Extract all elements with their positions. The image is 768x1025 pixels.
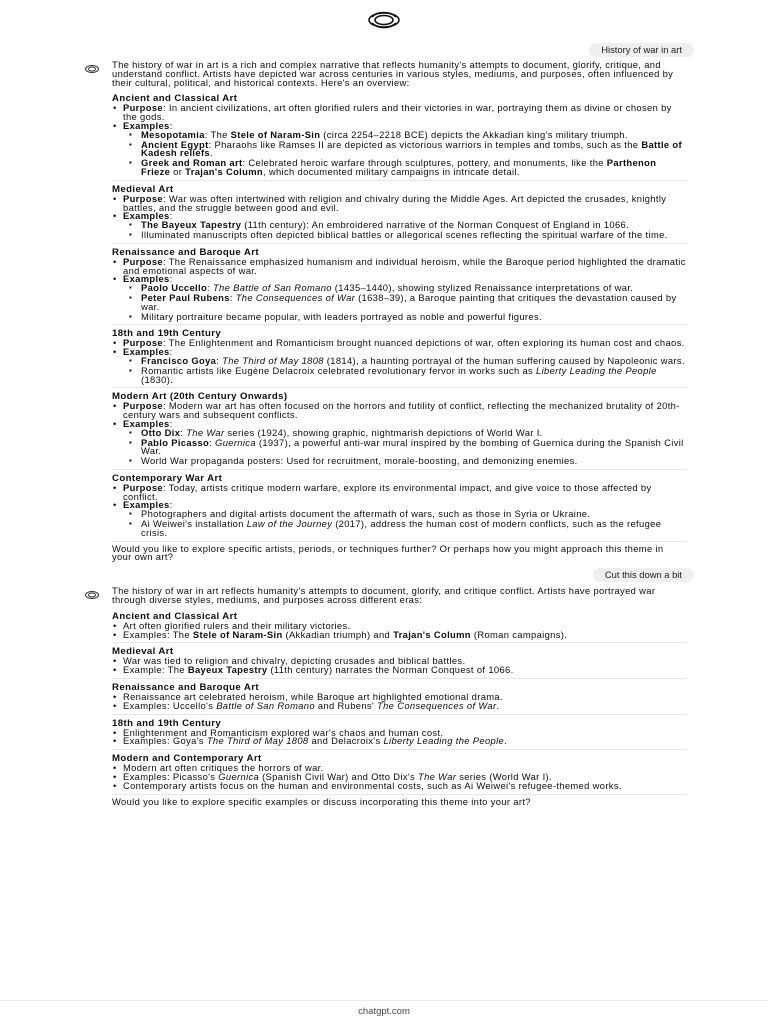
top-bar [0, 0, 768, 40]
sub-list-item: ▪ Military portraiture became popular, with leaders portrayed as noble and powerful figures. [123, 313, 686, 322]
sub-list-item: ▪ Ancient Egypt: Pharaohs like Ramses II are depicted as victorious warriors in temples and tombs, such as the Battle of Kadesh reliefs. [123, 141, 686, 159]
divider [112, 749, 686, 750]
section-title: Modern Art (20th Century Onwards) [112, 391, 288, 403]
user-message-bubble: Cut this down a bit [593, 568, 694, 582]
answer-closing: Would you like to explore specific artists, periods, or techniques further? Or perhaps how you might approach this theme in your own art? [112, 542, 664, 563]
sub-list-item: ▪ Photographers and digital artists document the aftermath of wars, such as those in Syria or Ukraine. [123, 510, 686, 519]
list-item: • Contemporary artists focus on the human and environmental costs, such as Ai Weiwei's refugee-themed works. [112, 782, 686, 791]
assistant-message [0, 61, 768, 562]
openai-avatar-icon [84, 62, 100, 74]
list-item: • Examples: ▪ Paolo Uccello: The Battle of San Romano (1435–1440), showing stylized Renaissance interpretations of war. ▪ Peter Paul Rubens: The Consequences of War (1638–39), a Baroque painting that critiques the devastation caused by war. ▪ Military portraiture became popular, with leaders portrayed as noble and powerful figures. [112, 275, 686, 321]
list-item: • Examples: The Stele of Naram-Sin (Akkadian triumph) and Trajan's Column (Roman campaigns). [112, 631, 686, 640]
user-message-bubble: History of war in art [589, 43, 694, 57]
list-item: • Art often glorified rulers and their military victories. [112, 622, 686, 631]
list-item: • Examples: ▪ Photographers and digital artists document the aftermath of wars, such as those in Syria or Ukraine. ▪ Ai Weiwei's installation Law of the Journey (2017), address the human cost of modern conflicts, such as the refugee crisis. [112, 501, 686, 537]
sub-list-item: ▪ Otto Dix: The War series (1924), showing graphic, nightmarish depictions of World War I. [123, 429, 686, 438]
divider [112, 541, 686, 542]
sub-list-item: ▪ Ai Weiwei's installation Law of the Journey (2017), address the human cost of modern conflicts, such as the refugee crisis. [123, 520, 686, 538]
section-title: Renaissance and Baroque Art [112, 246, 259, 258]
list-item: • Purpose: In ancient civilizations, art often glorified rulers and their victories in war, portraying them as divine or chosen by the gods. [112, 104, 686, 122]
section-title: Ancient and Classical Art [112, 610, 238, 622]
divider [112, 794, 686, 795]
footer-url[interactable]: chatgpt.com [358, 1006, 410, 1017]
list-item: • Examples: ▪ The Bayeux Tapestry (11th century): An embroidered narrative of the Norman Conquest of England in 1066. ▪ Illuminated manuscripts often depicted biblical battles or allegorical scenes reflecting the spiritual warfare of the time. [112, 212, 686, 239]
sub-list-item: ▪ The Bayeux Tapestry (11th century): An embroidered narrative of the Norman Conquest of England in 1066. [123, 221, 686, 230]
sub-list-item: ▪ Greek and Roman art: Celebrated heroic warfare through sculptures, pottery, and monuments, like the Parthenon Frieze or Trajan's Column, which documented military campaigns in intricate detail. [123, 159, 686, 177]
sub-list-item: ▪ Paolo Uccello: The Battle of San Romano (1435–1440), showing stylized Renaissance interpretations of war. [123, 284, 686, 293]
section-title: Modern and Contemporary Art [112, 753, 262, 765]
openai-avatar-icon [84, 588, 100, 600]
divider [112, 324, 686, 325]
list-item: • Examples: ▪ Francisco Goya: The Third of May 1808 (1814), a haunting portrayal of the human suffering caused by Napoleonic wars. ▪ Romantic artists like Eugène Delacroix celebrated revolutionary fervor in works such as Liberty Leading the People (1830). [112, 348, 686, 384]
list-item: • Purpose: Today, artists critique modern warfare, explore its environmental impact, and give voice to those affected by conflict. [112, 484, 686, 502]
section-title: Ancient and Classical Art [112, 93, 238, 105]
user-message [0, 568, 768, 582]
assistant-message [0, 587, 768, 806]
list-item: • Enlightenment and Romanticism explored war's chaos and human cost. [112, 729, 686, 738]
sub-list-item: ▪ Mesopotamia: The Stele of Naram-Sin (circa 2254–2218 BCE) depicts the Akkadian king's military triumph. [123, 131, 686, 140]
section-title: 18th and 19th Century [112, 328, 222, 340]
list-item: • Purpose: The Enlightenment and Romanticism brought nuanced depictions of war, often exploring its human cost and chaos. [112, 339, 686, 348]
section-title: Medieval Art [112, 183, 174, 195]
list-item: • Purpose: The Renaissance emphasized humanism and individual heroism, while the Baroque period highlighted the dramatic and emotional aspects of war. [112, 258, 686, 276]
user-message [0, 43, 768, 57]
list-item: • Purpose: War was often intertwined with religion and chivalry during the Middle Ages. Art depicted the crusades, knightly battles, and the struggle between good and evil. [112, 195, 686, 213]
list-item: • Examples: Picasso's Guernica (Spanish Civil War) and Otto Dix's The War series (World War I). [112, 773, 686, 782]
list-item: • Purpose: Modern war art has often focused on the horrors and futility of conflict, reflecting the mechanized brutality of 20th-century wars and subsequent conflicts. [112, 402, 686, 420]
section-title: 18th and 19th Century [112, 717, 222, 729]
list-item: • Example: The Bayeux Tapestry (11th century) narrates the Norman Conquest of 1066. [112, 666, 686, 675]
list-item: • War was tied to religion and chivalry, depicting crusades and biblical battles. [112, 657, 686, 666]
list-item: • Examples: ▪ Otto Dix: The War series (1924), showing graphic, nightmarish depictions of World War I. ▪ Pablo Picasso: Guernica (1937), a powerful anti-war mural inspired by the bombing of Guernica during the Spanish Civil War. ▪ World War propaganda posters: Used for recruitment, morale-boosting, and demonizing enemies. [112, 420, 686, 466]
list-item: • Renaissance art celebrated heroism, while Baroque art highlighted emotional drama. [112, 693, 686, 702]
divider [112, 714, 686, 715]
footer [0, 1000, 768, 1025]
list-item: • Examples: Uccello's Battle of San Romano and Rubens' The Consequences of War. [112, 702, 686, 711]
answer-closing: Would you like to explore specific examples or discuss incorporating this theme into your art? [112, 795, 531, 807]
sub-list-item: ▪ Peter Paul Rubens: The Consequences of War (1638–39), a Baroque painting that critiques the devastation caused by war. [123, 294, 686, 312]
sub-list-item: ▪ Pablo Picasso: Guernica (1937), a powerful anti-war mural inspired by the bombing of Guernica during the Spanish Civil War. [123, 439, 686, 457]
list-item: • Examples: ▪ Mesopotamia: The Stele of Naram-Sin (circa 2254–2218 BCE) depicts the Akkadian king's military triumph. ▪ Ancient Egypt: Pharaohs like Ramses II are depicted as victorious warriors in temples and tombs, such as the Battle of Kadesh reliefs. ▪ Greek and Roman art: Celebrated heroic warfare through sculptures, pottery, and monuments, like the Parthenon Frieze or Trajan's Column, which documented military campaigns in intricate detail. [112, 122, 686, 177]
divider [112, 387, 686, 388]
answer-intro: The history of war in art reflects humanity's attempts to document, glorify, and critique conflict. Artists have portrayed war through diverse styles, mediums, and purposes across different eras: [112, 585, 656, 606]
sub-list-item: ▪ Illuminated manuscripts often depicted biblical battles or allegorical scenes reflecting the spiritual warfare of the time. [123, 231, 686, 240]
conversation [0, 43, 768, 812]
section-title: Contemporary War Art [112, 472, 223, 484]
sub-list-item: ▪ Francisco Goya: The Third of May 1808 (1814), a haunting portrayal of the human suffering caused by Napoleonic wars. [123, 357, 686, 366]
divider [112, 180, 686, 181]
openai-logo-icon[interactable] [366, 8, 402, 32]
list-item: • Examples: Goya's The Third of May 1808 and Delacroix's Liberty Leading the People. [112, 737, 686, 746]
section-title: Medieval Art [112, 646, 174, 658]
answer-intro: The history of war in art is a rich and complex narrative that reflects humanity's attempts to document, glorify, critique, and understand conflict. Artists have depicted war across centuries in various styles, mediums, and purposes, often influenced by their cultural, political, and historical contexts. Here's an overview: [112, 59, 674, 88]
list-item: • Modern art often critiques the horrors of war. [112, 764, 686, 773]
divider [112, 243, 686, 244]
divider [112, 642, 686, 643]
section-title: Renaissance and Baroque Art [112, 682, 259, 694]
sub-list-item: ▪ Romantic artists like Eugène Delacroix celebrated revolutionary fervor in works such as Liberty Leading the People (1830). [123, 367, 686, 385]
divider [112, 678, 686, 679]
sub-list-item: ▪ World War propaganda posters: Used for recruitment, morale-boosting, and demonizing enemies. [123, 457, 686, 466]
divider [112, 469, 686, 470]
